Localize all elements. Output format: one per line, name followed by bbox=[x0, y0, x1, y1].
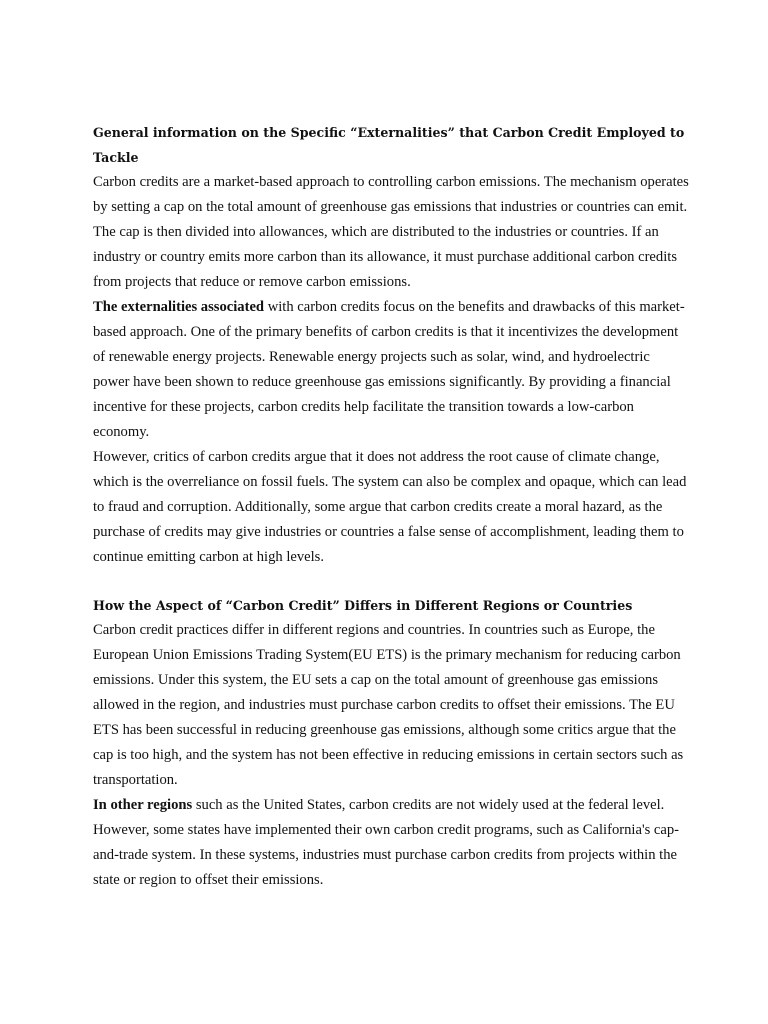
paragraph-externalities bbox=[93, 295, 689, 445]
bold-lead-externalities: The externalities associated bbox=[93, 299, 265, 315]
document-body bbox=[93, 120, 689, 893]
paragraph-eu-ets: Carbon credit practices differ in different regions and countries. In countries such as Europe, the European Union Emissions Trading System(EU ETS) is the primary mechanism for reducing carbon emissions. Under this system, the EU sets a cap on the total amount of greenhouse gas emissions allowed in the region, and industries must purchase carbon credits to offset their emissions. The EU ETS has been successful in reducing greenhouse gas emissions, although some critics argue that the cap is too high, and the system has not been effective in reducing emissions in certain sectors such as transportation. bbox=[93, 622, 684, 788]
paragraph-other-regions bbox=[93, 793, 689, 893]
section-heading-externalities: General information on the Specific “Externalities” that Carbon Credit Employed to Tackle bbox=[93, 125, 685, 165]
paragraph-mechanism: Carbon credits are a market-based approach to controlling carbon emissions. The mechanism operates by setting a cap on the total amount of greenhouse gas emissions that industries or countries can emit. The cap is then divided into allowances, which are distributed to the industries or countries. If an industry or country emits more carbon than its allowance, it must purchase additional carbon credits from projects that reduce or remove carbon emissions. bbox=[93, 174, 689, 290]
section-heading-regions: How the Aspect of “Carbon Credit” Differs in Different Regions or Countries bbox=[93, 598, 633, 613]
paragraph-other-regions-text: such as the United States, carbon credits are not widely used at the federal level. However, some states have implemented their own carbon credit programs, such as California's cap-and-trade system. In these systems, industries must purchase carbon credits from projects within the state or region to offset their emissions. bbox=[93, 797, 680, 888]
paragraph-externalities-text: with carbon credits focus on the benefits and drawbacks of this market-based approach. One of the primary benefits of carbon credits is that it incentivizes the development of renewable energy projects. Renewable energy projects such as solar, wind, and hydroelectric power have been shown to reduce greenhouse gas emissions significantly. By providing a financial incentive for these projects, carbon credits help facilitate the transition towards a low-carbon economy. bbox=[93, 299, 685, 440]
bold-lead-other-regions: In other regions bbox=[93, 797, 193, 813]
section-spacer bbox=[93, 570, 689, 593]
paragraph-critics: However, critics of carbon credits argue that it does not address the root cause of climate change, which is the overreliance on fossil fuels. The system can also be complex and opaque, which can lead to fraud and corruption. Additionally, some argue that carbon credits create a moral hazard, as the purchase of credits may give industries or countries a false sense of accomplishment, leading them to continue emitting carbon at high levels. bbox=[93, 449, 687, 565]
